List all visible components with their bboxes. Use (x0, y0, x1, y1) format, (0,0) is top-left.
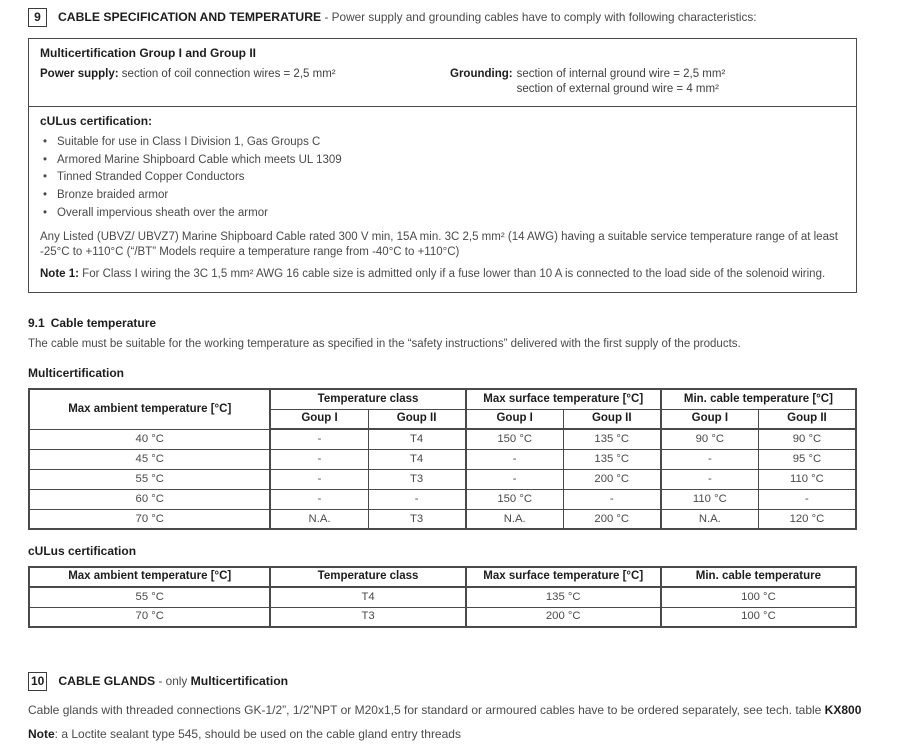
section-9-1-title (28, 316, 893, 332)
section-10-subtitle-bold: Multicertification (190, 673, 289, 688)
table-row (29, 469, 856, 489)
table-cell: 110 °C (661, 489, 759, 509)
section-10-title-line (58, 673, 288, 690)
multicertification-temperature-table (28, 388, 857, 530)
culus-certification-box (29, 107, 856, 292)
table-cell: 40 °C (29, 429, 270, 449)
table-cell: - (270, 449, 368, 469)
column-header: Temperature class (270, 567, 465, 587)
table-cell: 150 °C (466, 489, 564, 509)
section-10-title: CABLE GLANDS (58, 673, 156, 688)
note-1-label: Note 1: (40, 268, 79, 281)
cable-glands-note (28, 727, 893, 743)
culus-bullet-list (40, 135, 845, 221)
table-cell: - (466, 469, 564, 489)
table-cell: - (661, 469, 759, 489)
note-1 (40, 267, 852, 282)
section-9-number-box: 9 (28, 8, 47, 27)
list-item: • Bronze braided armor (40, 188, 845, 203)
table-cell: 70 °C (29, 607, 270, 627)
column-subheader: Goup II (563, 409, 661, 429)
table-cell: - (270, 469, 368, 489)
table-cell: - (661, 449, 759, 469)
table-cell: T4 (368, 429, 466, 449)
table-cell: N.A. (270, 509, 368, 529)
table-cell: 95 °C (758, 449, 856, 469)
multicertification-box-heading: Multicertification Group I and Group II (40, 46, 256, 60)
table-cell: 135 °C (466, 587, 661, 607)
column-subheader: Goup II (368, 409, 466, 429)
cable-glands-note-text: : a Loctite sealant type 545, should be used on the cable gland entry threads (54, 726, 461, 741)
table-row (29, 587, 856, 607)
table-cell: - (270, 429, 368, 449)
column-header: Max ambient temperature [°C] (29, 567, 270, 587)
section-9-header (28, 8, 893, 27)
column-header: Max surface temperature [°C] (466, 567, 661, 587)
table-cell: 200 °C (563, 469, 661, 489)
table-cell: 200 °C (466, 607, 661, 627)
table-cell: 45 °C (29, 449, 270, 469)
table-cell: N.A. (661, 509, 759, 529)
section-10-header (28, 672, 893, 691)
column-subheader: Goup I (466, 409, 564, 429)
table-row (29, 567, 856, 587)
table-cell: - (466, 449, 564, 469)
table-cell: 55 °C (29, 469, 270, 489)
cable-glands-table-ref: KX800 (824, 703, 862, 718)
table-cell: N.A. (466, 509, 564, 529)
cable-rating-paragraph: Any Listed (UBVZ/ UBVZ7) Marine Shipboard Cable rated 300 V min, 15A min. 3C 2,5 mm² (14 AWG) having a suitable service temperature range of at least -25°C to +110°C (“/BT” Models require a temperature range from -40°C to +110°C) (40, 230, 838, 259)
multicertification-box (29, 39, 856, 107)
table-cell: - (270, 489, 368, 509)
table-cell: 90 °C (661, 429, 759, 449)
column-header: Max ambient temperature [°C] (29, 389, 270, 429)
culus-table-label: cULus certification (28, 544, 137, 559)
section-9-1-number: 9.1 (28, 316, 45, 331)
table-cell: 100 °C (661, 587, 856, 607)
culus-temperature-table (28, 566, 857, 628)
power-supply-spec (40, 67, 450, 82)
column-subheader: Goup II (758, 409, 856, 429)
table-row (29, 429, 856, 449)
table-cell: 100 °C (661, 607, 856, 627)
section-9-subtitle: - Power supply and grounding cables have to comply with following characteristics: (321, 9, 757, 24)
power-supply-text: section of coil connection wires = 2,5 mm² (118, 67, 336, 80)
table-row (29, 449, 856, 469)
table-row (29, 509, 856, 529)
list-item: • Suitable for use in Class I Division 1, Gas Groups C (40, 135, 845, 150)
culus-box-heading: cULus certification: (40, 114, 153, 129)
cable-glands-paragraph (28, 702, 873, 719)
grounding-label: Grounding: (450, 67, 513, 80)
list-item: • Tinned Stranded Copper Conductors (40, 170, 845, 185)
section-10-subtitle-pre: - only (155, 673, 191, 688)
cable-glands-text: Cable glands with threaded connections GK-1/2”, 1/2”NPT or M20x1,5 for standard or armoured cables have to be ordered separately, see tech. table (28, 703, 825, 718)
supply-grounding-row (40, 67, 845, 97)
table-cell: 200 °C (563, 509, 661, 529)
table-row (29, 489, 856, 509)
grounding-spec (450, 67, 725, 97)
table-cell: T4 (368, 449, 466, 469)
table-cell: 135 °C (563, 429, 661, 449)
table-cell: T3 (270, 607, 465, 627)
cable-glands-note-label: Note (28, 726, 55, 741)
multicertification-table-label: Multicertification (28, 366, 125, 381)
grounding-line-2: section of external ground wire = 4 mm² (516, 83, 719, 95)
table-cell: T4 (270, 587, 465, 607)
table-cell: 120 °C (758, 509, 856, 529)
table-cell: 135 °C (563, 449, 661, 469)
grounding-lines (517, 67, 726, 97)
column-header: Min. cable temperature (661, 567, 856, 587)
table-cell: 70 °C (29, 509, 270, 529)
table-cell: 150 °C (466, 429, 564, 449)
list-item: • Overall impervious sheath over the armor (40, 206, 845, 221)
column-group-header: Min. cable temperature [°C] (661, 389, 856, 409)
power-supply-label: Power supply: (40, 67, 119, 80)
table-cell: 90 °C (758, 429, 856, 449)
table-cell: 110 °C (758, 469, 856, 489)
table-cell: - (563, 489, 661, 509)
table-cell: 60 °C (29, 489, 270, 509)
column-group-header: Max surface temperature [°C] (466, 389, 661, 409)
note-1-text: For Class I wiring the 3C 1,5 mm² AWG 16 cable size is admitted only if a fuse lower than 10 A is connected to the load side of the solenoid wiring. (78, 268, 826, 281)
section-10-number-box: 10 (28, 672, 47, 691)
column-group-header: Temperature class (270, 389, 465, 409)
column-subheader: Goup I (270, 409, 368, 429)
table-cell: - (368, 489, 466, 509)
specification-box (28, 38, 857, 293)
list-item: • Armored Marine Shipboard Cable which meets UL 1309 (40, 153, 845, 168)
section-9-1-paragraph: The cable must be suitable for the working temperature as specified in the “safety instructions” delivered with the first supply of the products. (28, 338, 741, 351)
table-cell: 55 °C (29, 587, 270, 607)
column-subheader: Goup I (661, 409, 759, 429)
table-row (29, 607, 856, 627)
table-cell: T3 (368, 469, 466, 489)
table-cell: - (758, 489, 856, 509)
table-cell: T3 (368, 509, 466, 529)
grounding-line-1: section of internal ground wire = 2,5 mm² (516, 67, 726, 80)
section-9-title: CABLE SPECIFICATION AND TEMPERATURE (58, 9, 322, 24)
table-row (29, 389, 856, 409)
section-9-title-line (58, 9, 757, 26)
section-9-1-heading: Cable temperature (50, 316, 157, 331)
